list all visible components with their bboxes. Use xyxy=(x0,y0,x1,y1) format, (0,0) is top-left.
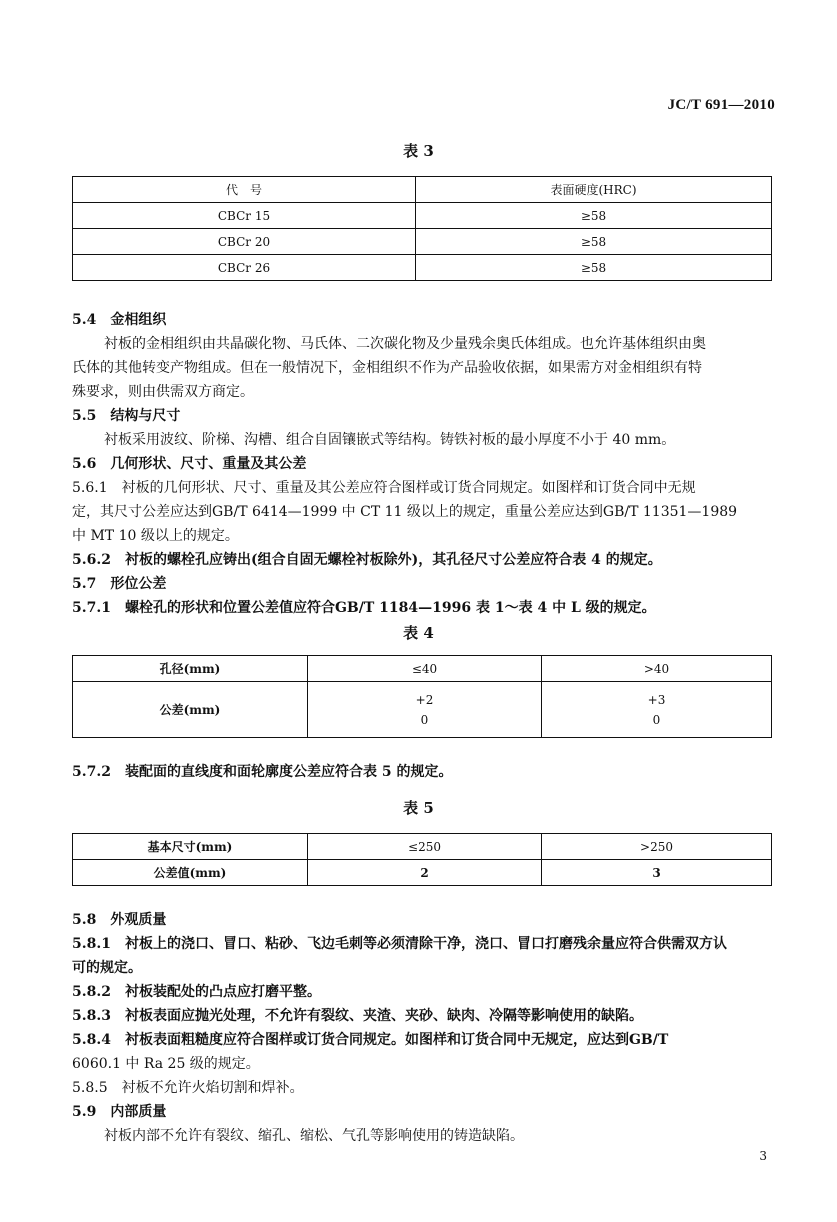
table-row xyxy=(73,834,772,860)
page-number: 3 xyxy=(759,1149,767,1163)
table3-cell-code: CBCr 15 xyxy=(73,203,416,229)
tolerance-lower: 0 xyxy=(652,712,661,727)
tolerance-upper: +2 xyxy=(415,692,434,707)
body-text-section-3 xyxy=(72,908,772,1148)
table3-cell-code: CBCr 20 xyxy=(73,229,416,255)
heading-5-5: 5.5 结构与尺寸 xyxy=(72,408,181,424)
paragraph-line: 6060.1 中 Ra 25 级的规定。 xyxy=(72,1056,260,1072)
table4-label-diameter: 孔径(mm) xyxy=(73,656,308,682)
paragraph-line: 可的规定。 xyxy=(72,960,142,976)
table-row xyxy=(73,656,772,682)
paragraph-line: 衬板的金相组织由共晶碳化物、马氏体、二次碳化物及少量残余奥氏体组成。也允许基体组织由奥 xyxy=(104,336,706,352)
clause-5-8-5: 5.8.5 衬板不允许火焰切割和焊补。 xyxy=(72,1080,304,1096)
table3-cell-hardness: ≥58 xyxy=(416,203,772,229)
table-row xyxy=(73,203,772,229)
clause-5-8-3: 5.8.3 衬板表面应抛光处理，不允许有裂纹、夹渣、夹砂、缺肉、冷隔等影响使用的缺陷。 xyxy=(72,1008,643,1024)
table5-cell: ≤250 xyxy=(308,834,542,860)
heading-5-9: 5.9 内部质量 xyxy=(72,1104,167,1120)
table-header-row xyxy=(73,177,772,203)
table4-cell: ≤40 xyxy=(308,656,542,682)
table-row xyxy=(73,682,772,738)
clause-5-8-2: 5.8.2 衬板装配处的凸点应打磨平整。 xyxy=(72,984,321,1000)
table5 xyxy=(72,833,772,886)
table3-caption: 表 3 xyxy=(403,142,434,160)
clause-5-7-1: 5.7.1 螺栓孔的形状和位置公差值应符合GB/T 1184—1996 表 1～表 4 中 L 级的规定。 xyxy=(72,600,656,616)
paragraph-line: 殊要求，则由供需双方商定。 xyxy=(72,384,254,400)
table3-cell-hardness: ≥58 xyxy=(416,229,772,255)
table5-label-tolerance: 公差值(mm) xyxy=(73,860,308,886)
paragraph-line: 中 MT 10 级以上的规定。 xyxy=(72,528,239,544)
table3-col-code: 代 号 xyxy=(73,177,416,203)
table4 xyxy=(72,655,772,738)
paragraph-line: 5.8.4 衬板表面粗糙度应符合图样或订货合同规定。如图样和订货合同中无规定，应达到GB/T xyxy=(72,1032,669,1048)
clause-5-7-2: 5.7.2 装配面的直线度和面轮廓度公差应符合表 5 的规定。 xyxy=(72,764,453,780)
table3-cell-code: CBCr 26 xyxy=(73,255,416,281)
heading-5-6: 5.6 几何形状、尺寸、重量及其公差 xyxy=(72,456,307,472)
table5-cell: 3 xyxy=(542,860,772,886)
table4-caption: 表 4 xyxy=(403,624,434,642)
heading-5-8: 5.8 外观质量 xyxy=(72,912,167,928)
table4-cell: >40 xyxy=(542,656,772,682)
table4-cell xyxy=(308,682,542,738)
body-text-section-2 xyxy=(72,760,772,784)
table-row xyxy=(73,229,772,255)
table-row xyxy=(73,860,772,886)
table5-cell: >250 xyxy=(542,834,772,860)
table4-label-tolerance: 公差(mm) xyxy=(73,682,308,738)
table4-cell xyxy=(542,682,772,738)
table3-col-hardness: 表面硬度(HRC) xyxy=(416,177,772,203)
paragraph-line: 定，其尺寸公差应达到GB/T 6414—1999 中 CT 11 级以上的规定，重量公差应达到GB/T 11351—1989 xyxy=(72,504,738,520)
tolerance-upper: +3 xyxy=(647,692,666,707)
clause-5-6-2: 5.6.2 衬板的螺栓孔应铸出(组合自固无螺栓衬板除外)，其孔径尺寸公差应符合表 4 的规定。 xyxy=(72,552,662,568)
heading-5-7: 5.7 形位公差 xyxy=(72,576,167,592)
table3-cell-hardness: ≥58 xyxy=(416,255,772,281)
paragraph-line: 氏体的其他转变产物组成。但在一般情况下，金相组织不作为产品验收依据，如果需方对金相组织有特 xyxy=(72,360,702,376)
standard-number: JC/T 691—2010 xyxy=(667,97,775,113)
body-text-section-1 xyxy=(72,308,772,620)
tolerance-lower: 0 xyxy=(420,712,429,727)
table5-label-basic-size: 基本尺寸(mm) xyxy=(73,834,308,860)
table5-cell: 2 xyxy=(308,860,542,886)
paragraph-line: 5.8.1 衬板上的浇口、冒口、粘砂、飞边毛刺等必须清除干净，浇口、冒口打磨残余量应符合供需双方认 xyxy=(72,936,727,952)
paragraph-line: 衬板采用波纹、阶梯、沟槽、组合自固镶嵌式等结构。铸铁衬板的最小厚度不小于 40 mm。 xyxy=(104,432,676,448)
heading-5-4: 5.4 金相组织 xyxy=(72,312,167,328)
table5-caption: 表 5 xyxy=(403,799,434,817)
table-row xyxy=(73,255,772,281)
paragraph-line: 衬板内部不允许有裂纹、缩孔、缩松、气孔等影响使用的铸造缺陷。 xyxy=(104,1128,524,1144)
table3 xyxy=(72,176,772,281)
paragraph-line: 5.6.1 衬板的几何形状、尺寸、重量及其公差应符合图样或订货合同规定。如图样和订货合同中无规 xyxy=(72,480,696,496)
